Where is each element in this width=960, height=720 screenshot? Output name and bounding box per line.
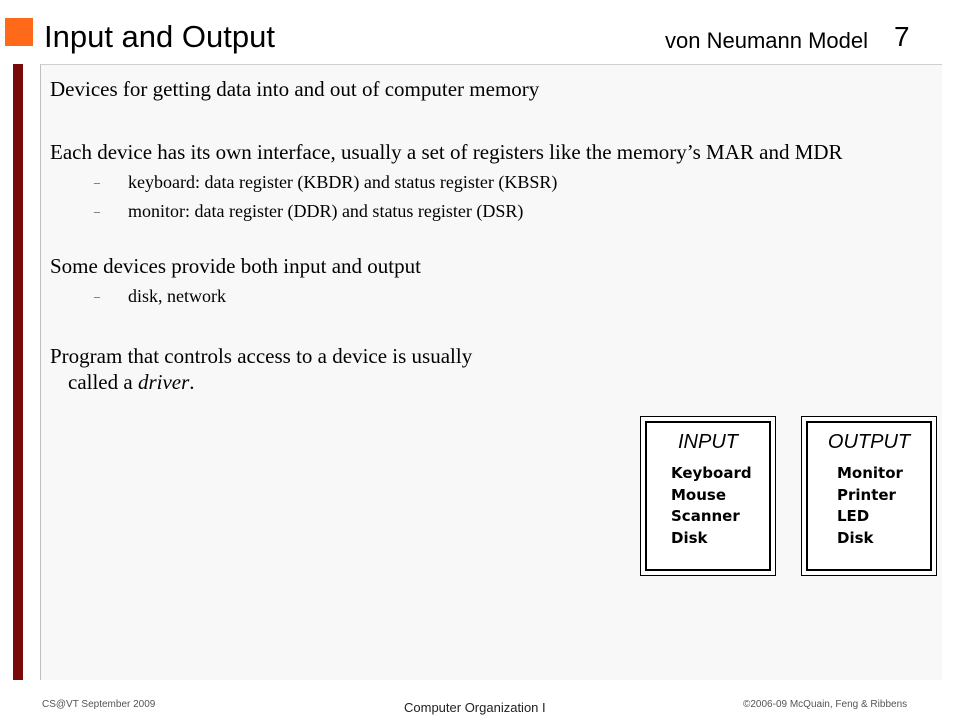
bullet-2: Each device has its own interface, usually a set of registers like the memory’s MAR and MDR	[50, 140, 843, 164]
bullet-1: Devices for getting data into and out of computer memory	[50, 77, 540, 101]
dash-icon: –	[94, 204, 100, 218]
footer-center: Computer Organization I	[404, 700, 546, 715]
sub-bullet-text: keyboard: data register (KBDR) and status register (KBSR)	[128, 172, 558, 192]
output-devices-box	[801, 416, 937, 576]
input-devices-box	[640, 416, 776, 576]
bullet-list	[50, 76, 930, 395]
list-item: Monitor	[837, 464, 903, 482]
sub-bullet-text: monitor: data register (DDR) and status register (DSR)	[128, 201, 524, 221]
output-box-title: OUTPUT	[827, 431, 911, 453]
slide-title: Input and Output	[44, 19, 275, 54]
list-item: Disk	[837, 528, 874, 547]
slide-number: 7	[894, 21, 910, 52]
dash-icon: –	[94, 175, 100, 189]
list-item: Disk	[671, 528, 708, 547]
output-device-list	[837, 463, 903, 549]
footer-right: ©2006-09 McQuain, Feng & Ribbens	[743, 699, 908, 710]
list-item: Keyboard	[671, 464, 752, 482]
sub-bullet-keyboard	[50, 171, 930, 193]
list-item: Scanner	[671, 507, 740, 525]
bullet-4	[50, 343, 498, 395]
input-device-list	[671, 463, 752, 549]
list-item: Mouse	[671, 485, 727, 504]
input-box-title: INPUT	[678, 431, 738, 453]
driver-suffix: .	[189, 370, 195, 394]
driver-text: Program that controls access to a device is usually called a	[50, 344, 473, 394]
bullet-3: Some devices provide both input and output	[50, 254, 421, 278]
slide-subtitle: von Neumann Model	[665, 28, 869, 53]
accent-square	[5, 18, 33, 46]
footer-left: CS@VT September 2009	[42, 699, 156, 710]
sub-bullet-disk-network	[50, 285, 930, 307]
list-item: Printer	[837, 485, 896, 504]
driver-emphasis: driver	[137, 370, 190, 394]
sub-bullet-monitor	[50, 200, 930, 222]
left-accent-bar	[13, 64, 23, 680]
list-item: LED	[837, 507, 870, 525]
sub-bullet-text: disk, network	[128, 286, 226, 306]
dash-icon: –	[94, 289, 100, 303]
